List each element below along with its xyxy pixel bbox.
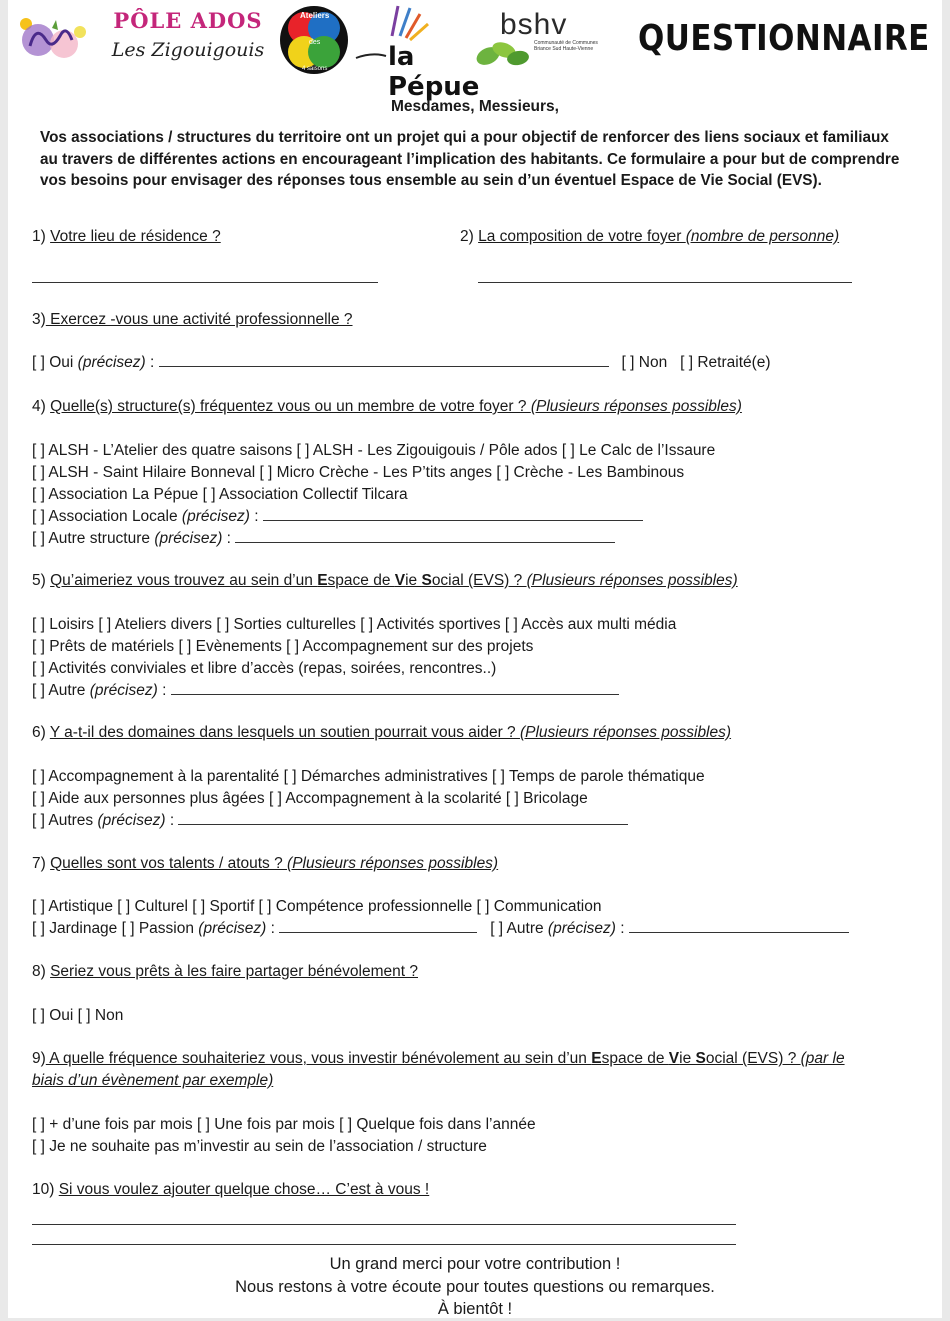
la-pepue-logo	[354, 2, 480, 102]
header-logos	[8, 0, 942, 102]
q5-options-row-3[interactable]: [ ] Activités conviviales et libre d’accès (repas, soirées, rencontres..)	[32, 660, 497, 677]
q9-letter-e: E	[591, 1050, 602, 1067]
q7-label: Quelles sont vos talents / atouts ?	[50, 855, 288, 872]
pole-ados-logo	[108, 8, 268, 72]
q9-letter-s: S	[695, 1050, 706, 1067]
q4-note: (Plusieurs réponses possibles)	[530, 398, 742, 415]
q3-oui-note: (précisez)	[77, 354, 146, 371]
q3-precisez-line[interactable]	[159, 352, 609, 367]
ateliers-logo	[278, 4, 350, 76]
q6-colon: :	[165, 812, 179, 829]
page-title: QUESTIONNAIRE	[638, 18, 930, 59]
calc-logo	[12, 10, 94, 70]
pole-ados-title: PÔLE ADOS	[113, 8, 263, 33]
bshv-text: bshv	[500, 8, 568, 41]
q9-options-row-1[interactable]: [ ] + d’une fois par mois [ ] Une fois par mois [ ] Quelque fois dans l’année	[32, 1116, 536, 1133]
q4-options-row-4	[32, 506, 643, 528]
q4-locale-note: (précisez)	[181, 508, 250, 525]
q10-number: 10)	[32, 1181, 59, 1198]
q4-option-autre[interactable]: [ ] Autre structure	[32, 530, 155, 547]
q4-colon-2: :	[222, 530, 236, 547]
bshv-subtitle: Communauté de Communes Briance Sud Haute-Vienne	[534, 40, 598, 52]
q5-autre-note: (précisez)	[89, 682, 158, 699]
q9-note-a: (par le	[800, 1050, 845, 1067]
la-pepue-text: la Pépue	[388, 42, 480, 102]
q6-autres-note: (précisez)	[97, 812, 166, 829]
q6-options-row-2[interactable]: [ ] Aide aux personnes plus âgées [ ] Accompagnement à la scolarité [ ] Bricolage	[32, 790, 588, 807]
q5-colon: :	[157, 682, 171, 699]
question-2	[460, 226, 839, 248]
q2-note: (nombre de personne)	[685, 228, 840, 245]
q4-options-row-1[interactable]: [ ] ALSH - L’Atelier des quatre saisons [ ] ALSH - Les Zigouigouis / Pôle ados [ ] Le Calc de l’Issaure	[32, 442, 716, 459]
q3-number: 3)	[32, 311, 46, 328]
q4-locale-line[interactable]	[263, 506, 643, 521]
question-4	[32, 396, 742, 418]
q1-answer-line[interactable]	[32, 282, 378, 283]
q6-number: 6)	[32, 724, 50, 741]
q4-colon-1: :	[249, 508, 263, 525]
q5-label-b: space de	[327, 572, 395, 589]
q5-option-autre[interactable]: [ ] Autre	[32, 682, 90, 699]
q6-options-row-3	[32, 810, 628, 832]
q4-number: 4)	[32, 398, 51, 415]
q5-options-row-2[interactable]: [ ] Prêts de matériels [ ] Evènements [ ] Accompagnement sur des projets	[32, 638, 534, 655]
q10-answer-line-1[interactable]	[32, 1224, 736, 1225]
question-5	[32, 570, 738, 592]
q6-label: Y a-t-il des domaines dans lesquels un soutien pourrait vous aider ?	[49, 724, 520, 741]
q5-label-c: ie	[405, 572, 422, 589]
question-8	[32, 961, 418, 983]
q7-note: (Plusieurs réponses possibles)	[287, 855, 499, 872]
q5-number: 5)	[32, 572, 51, 589]
q10-answer-line-2[interactable]	[32, 1244, 736, 1245]
q5-autre-line[interactable]	[171, 680, 619, 695]
q4-label: Quelle(s) structure(s) fréquentez vous ou un membre de votre foyer ?	[50, 398, 531, 415]
greeting: Mesdames, Messieurs,	[390, 98, 559, 115]
q3-colon: :	[145, 354, 159, 371]
q9-label-a: A quelle fréquence souhaiteriez vous, vous investir bénévolement au sein d’un	[45, 1050, 592, 1067]
q3-option-retraite[interactable]: [ ] Retraité(e)	[680, 354, 771, 371]
questionnaire-page	[8, 0, 942, 1318]
q9-label-c: ie	[679, 1050, 696, 1067]
q1-number: 1)	[32, 228, 51, 245]
q2-label: La composition de votre foyer	[478, 228, 686, 245]
q5-letter-s: S	[421, 572, 432, 589]
q7-option-passion[interactable]: [ ] Jardinage [ ] Passion	[32, 920, 199, 937]
q6-note: (Plusieurs réponses possibles)	[519, 724, 732, 741]
q10-label: Si vous voulez ajouter quelque chose… C’est à vous !	[58, 1181, 430, 1198]
question-1	[32, 226, 221, 248]
q6-autres-line[interactable]	[178, 810, 628, 825]
q5-options-row-4	[32, 680, 619, 702]
q7-number: 7)	[32, 855, 51, 872]
q5-options-row-1[interactable]: [ ] Loisirs [ ] Ateliers divers [ ] Sorties culturelles [ ] Activités sportives [ ] Accès aux multi média	[32, 616, 677, 633]
q7-options-row-1[interactable]: [ ] Artistique [ ] Culturel [ ] Sportif [ ] Compétence professionnelle [ ] Communication	[32, 898, 602, 915]
ateliers-line1: Ateliers	[300, 11, 330, 20]
q5-letter-v: V	[394, 572, 406, 589]
q7-autre-line[interactable]	[629, 918, 849, 933]
q4-option-locale[interactable]: [ ] Association Locale	[32, 508, 182, 525]
q7-passion-line[interactable]	[279, 918, 477, 933]
footer-contact: Nous restons à votre écoute pour toutes questions ou remarques.	[235, 1278, 715, 1296]
question-6	[32, 722, 731, 744]
q6-options-row-1[interactable]: [ ] Accompagnement à la parentalité [ ] Démarches administratives [ ] Temps de parole thématique	[32, 768, 705, 785]
q3-options	[32, 352, 771, 374]
q9-options-row-2[interactable]: [ ] Je ne souhaite pas m’investir au sein de l’association / structure	[32, 1138, 487, 1155]
ateliers-line2: des	[309, 39, 321, 46]
q9-letter-v: V	[668, 1050, 680, 1067]
q9-label-d: ocial (EVS) ?	[705, 1050, 801, 1067]
q2-answer-line[interactable]	[478, 282, 852, 283]
question-9	[32, 1048, 845, 1070]
q8-number: 8)	[32, 963, 51, 980]
q9-label-b: space de	[601, 1050, 669, 1067]
footer-thanks: Un grand merci pour votre contribution !	[329, 1255, 621, 1273]
q3-option-oui[interactable]: [ ] Oui	[32, 354, 78, 371]
q7-options-row-2	[32, 918, 849, 940]
q7-passion-note: (précisez)	[198, 920, 267, 937]
question-7	[32, 853, 498, 875]
q5-letter-e: E	[317, 572, 328, 589]
question-10	[32, 1179, 429, 1201]
q9-number: 9)	[32, 1050, 46, 1067]
q9-note-b: biais d’un évènement par exemple)	[32, 1072, 274, 1089]
q4-autre-note: (précisez)	[154, 530, 223, 547]
q2-number: 2)	[460, 228, 479, 245]
ateliers-line3: 4 saisons	[302, 66, 328, 72]
q8-options-row-1[interactable]: [ ] Oui [ ] Non	[32, 1007, 124, 1024]
q8-label: Seriez vous prêts à les faire partager bénévolement ?	[50, 963, 418, 980]
q5-label-d: ocial (EVS) ?	[431, 572, 527, 589]
intro-paragraph: Vos associations / structures du territoire ont un projet qui a pour objectif de renforcer des liens sociaux et familiaux au travers de différentes actions en encourageant l’implication des habitants. Ce formulaire a pour but de comprendre vos besoins pour envisager des réponses tous ensemble au sein d’un éventuel Espace de Vie Social (EVS).	[40, 129, 900, 189]
q7-colon-2: :	[615, 920, 629, 937]
q4-options-row-5	[32, 528, 615, 550]
pole-ados-subtitle: Les Zigouigouis	[111, 39, 265, 61]
q6-option-autres[interactable]: [ ] Autres	[32, 812, 98, 829]
question-3	[32, 309, 353, 331]
q5-note: (Plusieurs réponses possibles)	[526, 572, 738, 589]
q7-option-autre[interactable]: [ ] Autre	[490, 920, 548, 937]
q3-label: Exercez -vous une activité professionnelle ?	[45, 311, 353, 328]
q4-options-row-3[interactable]: [ ] Association La Pépue [ ] Association Collectif Tilcara	[32, 486, 408, 503]
footer-goodbye: À bientôt !	[437, 1300, 513, 1318]
q5-label-a: Qu’aimeriez vous trouvez au sein d’un	[50, 572, 318, 589]
q4-options-row-2[interactable]: [ ] ALSH - Saint Hilaire Bonneval [ ] Micro Crèche - Les P’tits anges [ ] Crèche - Les Bambinous	[32, 464, 685, 481]
q1-label: Votre lieu de résidence ?	[50, 228, 221, 245]
q4-autre-line[interactable]	[235, 528, 615, 543]
q3-option-non[interactable]: [ ] Non	[621, 354, 668, 371]
q7-autre-note: (précisez)	[547, 920, 616, 937]
bshv-logo	[474, 8, 614, 74]
q7-colon-1: :	[266, 920, 280, 937]
